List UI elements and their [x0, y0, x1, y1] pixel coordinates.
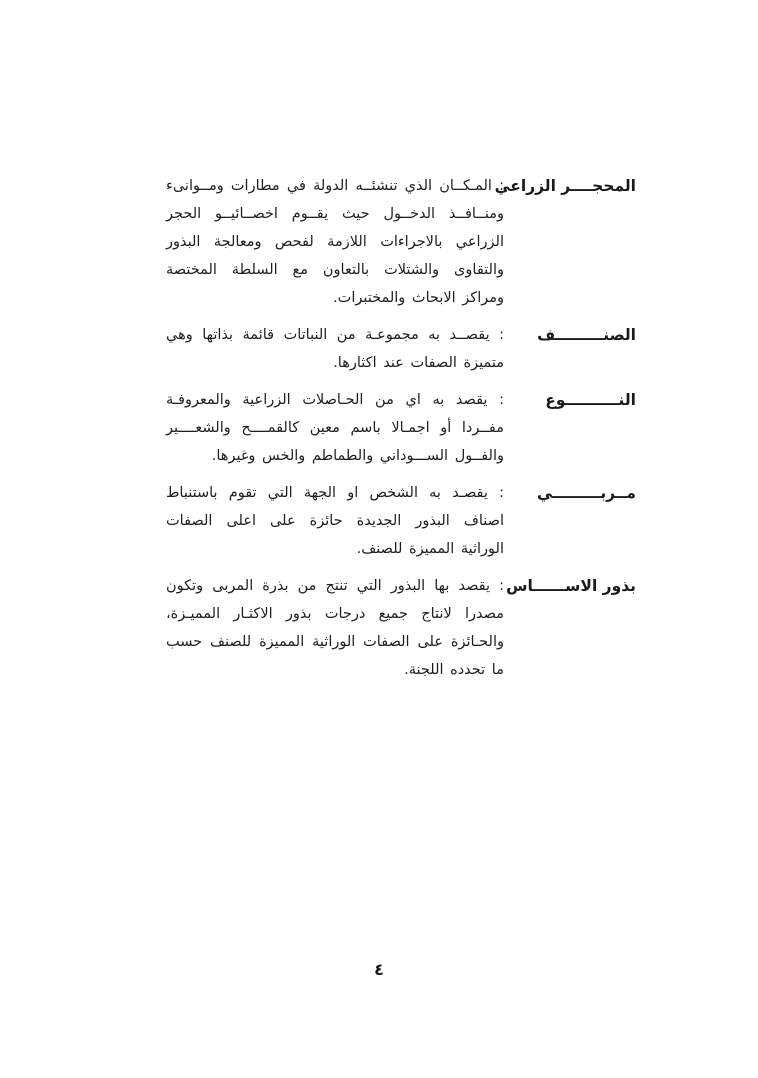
term-breeder: مــربـــــــــي	[536, 484, 636, 502]
term-species: النــــــــــوع	[545, 391, 636, 409]
page-number: ٤	[374, 960, 384, 979]
term-variety: الصنـــــــــف	[537, 326, 636, 344]
definition-text: : يقصد به اي من الحـاصلات الزراعية والمعروفـة مفــردا أو اجمـالا باسم معين كالقمــــح والشعــــير والفــول الســـوداني والطماطم والخس وغيرها.	[166, 392, 504, 464]
glossary-entry	[166, 386, 636, 470]
term-foundation-seeds: بذور الاســــــاس	[506, 577, 636, 595]
glossary-definitions-list	[166, 172, 636, 693]
definition-text: : يقصد بها البذور التي تنتج من بذرة المربى وتكون مصدرا لانتاج جميع درجات بذور الاكثـار المميـزة، والحـائزة على الصفات الوراثية المميزة للصنف حسب ما تحدده اللجنة.	[166, 578, 504, 678]
definition-text: : يقصــد به مجموعـة من النباتات قائمة بذاتها وهي متميزة الصفات عند اكثارها.	[166, 327, 504, 371]
glossary-entry	[166, 321, 636, 377]
glossary-entry	[166, 479, 636, 563]
definition-text: : يقصـد به الشخص او الجهة التي تقوم باستنباط اصناف البذور الجديدة حائزة على اعلى الصفات الوراثية المميزة للصنف.	[166, 485, 504, 557]
definition-text: : المـكــان الذي تنشئــه الدولة في مطارات ومــوانىء ومنــافــذ الدخــول حيث يقــوم اخصــائيــو الحجر الزراعي بالاجراءات اللازمة لفحص ومعالجة البذور والتقاوى والشتلات بالتعاون مع السلطة المختصة ومراكز الابحاث والمختبرات.	[166, 178, 504, 306]
term-agricultural-quarantine: المحجــــر الزراعي	[494, 177, 636, 195]
glossary-entry	[166, 572, 636, 684]
glossary-entry	[166, 172, 636, 312]
